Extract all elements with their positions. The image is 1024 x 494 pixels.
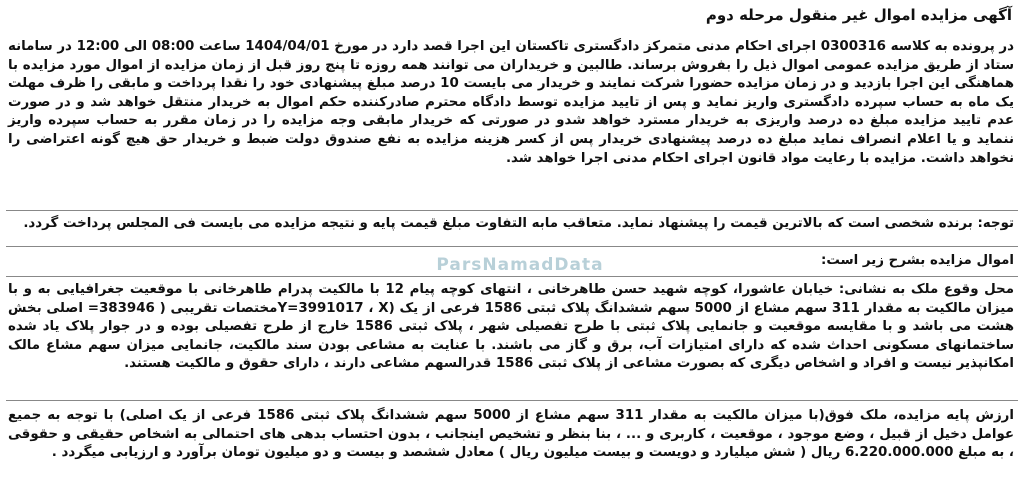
notice-note: توجه: برنده شخصی است که بالاترین قیمت را پیشنهاد نماید. متعاقب مابه التفاوت مبلغ قیمت پایه و نتیجه مزایده می بایست فی المجلس پرداخت گردد. — [23, 216, 1014, 231]
divider — [6, 400, 1018, 401]
divider — [6, 276, 1018, 277]
notice-paragraph-terms: در پرونده به کلاسه 0300316 اجرای احکام مدنی متمرکز دادگستری تاکستان این اجرا قصد دارد در مورخ 1404/04/01 ساعت 08:00 الی 12:00 در سامانه ستاد از طریق مزایده عمومی اموال ذیل را بفروش برساند. طالبین و خریداران می توانند همه روزه تا پنج روز قبل از زمان مزایده از اموال مورد مزایده با هماهنگی این اجرا بازدید و در زمان مزایده حضورا شرکت نمایند و خریدار می بایست 10 درصد مبلغ پیشنهادی خود را نقدا پرداخت و مابقی را ظرف مهلت یک ماه به حساب سپرده دادگستری واریز نماید و پس از تایید مزایده توسط دادگاه محترم صادرکننده حکم اموال به خریدار منتقل خواهد شد و در صورت عدم تایید مزایده مبلغ ده درصد واریزی به خریدار مسترد خواهد شدو در صورتی که خریدار مابقی وجه مزایده را در زمان مقرر به حساب سپرده واریز ننماید و یا اعلام انصراف نماید مبلغ ده درصد پیشنهادی خریدار پس از کسر هزینه مزایده به نفع صندوق دولت ضبط و خریدار حق هیچ گونه اعتراضی را نخواهد داشت. مزایده با رعایت مواد قانون اجرای احکام مدنی اجرا خواهد شد. — [8, 39, 1014, 166]
notice-title: آگهی مزایده اموال غیر منقول مرحله دوم — [705, 6, 1012, 24]
divider — [6, 210, 1018, 211]
base-valuation: ارزش پایه مزایده، ملک فوق(با میزان مالکیت به مقدار 311 سهم مشاع از 5000 سهم ششدانگ پلاک ثبتی 1586 فرعی از یک اصلی) با توجه به جمیع عوامل دخیل از قبیل ، وضع موجود ، موقعیت ، کاربری و ... ، بنا بنظر و تشخیص اینجانب ، بدون احتساب بدهی های احتمالی به اشخاص حقیقی و حقوقی ، به مبلغ 6.220.000.000 ریال ( شش میلیارد و دویست و بیست میلیون ریال ) معادل ششصد و بیست و دو میلیون تومان برآورد و ارزیابی میگردد . — [8, 408, 1014, 461]
watermark-logo: ParsNamadData — [436, 255, 604, 275]
properties-heading: اموال مزایده بشرح زیر است: — [820, 253, 1014, 268]
property-description: محل وقوع ملک به نشانی: خیابان عاشورا، کوچه شهید حسن طاهرخانی ، انتهای کوچه پیام 12 با مالکیت پدرام طاهرخانی با موقعیت جغرافیایی به و با میزان مالکیت به مقدار 311 سهم مشاع از 5000 سهم ششدانگ پلاک ثبتی 1586 فرعی از یک (Y=3991017 ، Xمختصات تقریبی ( 383946= اصلی بخش هشت می باشد و با مقایسه موقعیت و جانمایی پلاک ثبتی با طرح تفصیلی شهر ، پلاک ثبتی 1586 خارج از طرح تفصیلی بوده و در جوار پلاک یاد شده ساختمانهای مسکونی احداث شده که دارای امتیازات آب، برق و گاز می باشند. با عنایت به مشاعی بودن سند مالکیت، جانمایی میزان سهم مشاع مالک امکانپذیر نیست و افراد و اشخاص دیگری که بصورت مشاعی از پلاک ثبتی 1586 قدرالسهم مشاعی دارند ، دارای حقوق و مالکیت هستند. — [8, 282, 1014, 372]
divider — [6, 246, 1018, 247]
